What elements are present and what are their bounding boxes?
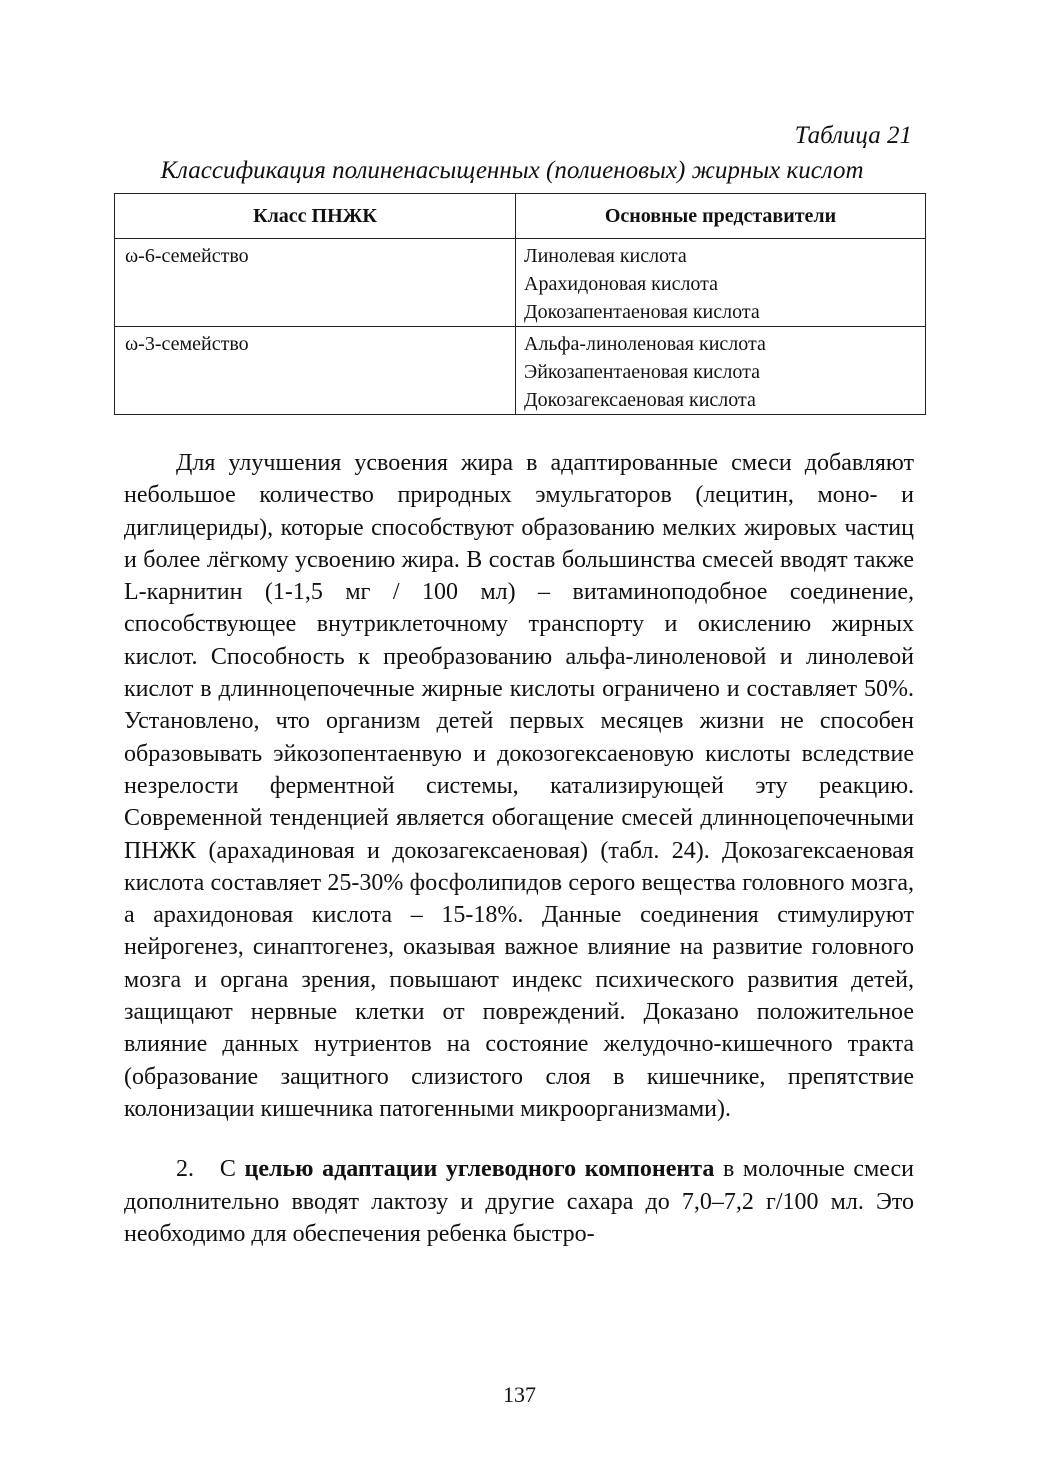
representative-item: Линолевая кислота — [524, 245, 687, 267]
page-number: 137 — [503, 1382, 536, 1407]
header-representatives: Основные представители — [516, 194, 926, 239]
representative-item: Арахидоновая кислота — [524, 273, 719, 295]
cell-class: ω-6-семейство — [115, 239, 516, 327]
table-header-row — [115, 194, 926, 239]
header-class: Класс ПНЖК — [115, 194, 516, 239]
cell-representatives — [516, 327, 926, 415]
paragraph-lead: С — [219, 1156, 236, 1183]
table-row — [115, 327, 926, 415]
representative-item: Эйкозапентаеновая кислота — [524, 361, 760, 383]
paragraph-carbohydrate-adaptation — [124, 1153, 914, 1250]
representative-item: Докозагексаеновая кислота — [524, 389, 756, 411]
paragraph-text: в молочные смеси дополнительно вводят лактозу и другие сахара до 7,0–7,2 г/100 мл. Это необходимо для обеспечения ребенка быстро- — [124, 1156, 915, 1247]
paragraph-fat-emulsifiers: Для улучшения усвоения жира в адаптированные смеси добавляют небольшое количество природных эмульгаторов (лецитин, моно- и диглицериды), которые способствуют образованию мелких жировых частиц и более лёгкому усвоению жира. В состав большинства смесей вводят также L-карнитин (1-1,5 мг / 100 мл) – витаминоподобное соединение, способствующее внутриклеточному транспорту и окислению жирных кислот. Способность к преобразованию альфа-линоленовой и линолевой кислот в длинноцепочечные жирные кислоты ограничено и составляет 50%. Установлено, что организм детей первых месяцев жизни не способен образовывать эйкозопентаенвую и докозогексаеновую кислоты вследствие незрелости ферментной системы, катализирующей эту реакцию. Современной тенденцией является обогащение смесей длинноцепочечными ПНЖК (арахадиновая и докозагексаеновая) (табл. 24). Докозагексаеновая кислота составляет 25-30% фосфолипидов серого вещества головного мозга, а арахидоновая кислота – 15-18%. Данные соединения стимулируют нейрогенез, синаптогенез, оказывая важное влияние на развитие головного мозга и органа зрения, повышают индекс психического развития детей, защищают нервные клетки от повреждений. Доказано положительное влияние данных нутриентов на состояние желудочно-кишечного тракта (образование защитного слизистого слоя в кишечнике, препятствие колонизации кишечника патогенными микроорганизмами). — [124, 450, 914, 1122]
body-text — [124, 447, 914, 1250]
table-number: Таблица 21 — [794, 122, 912, 149]
table-row — [115, 239, 926, 327]
cell-representatives — [516, 239, 926, 327]
emphasis-carbohydrate: целью адаптации углеводного компонента — [244, 1156, 715, 1183]
table-title: Классификация полиненасыщенных (полиеновых) жирных кислот — [160, 157, 864, 184]
pufa-classification-table — [114, 193, 926, 415]
list-number: 2. — [176, 1156, 194, 1183]
representative-item: Альфа-линоленовая кислота — [524, 333, 766, 355]
representative-item: Докозапентаеновая кислота — [524, 301, 760, 323]
cell-class: ω-3-семейство — [115, 327, 516, 415]
